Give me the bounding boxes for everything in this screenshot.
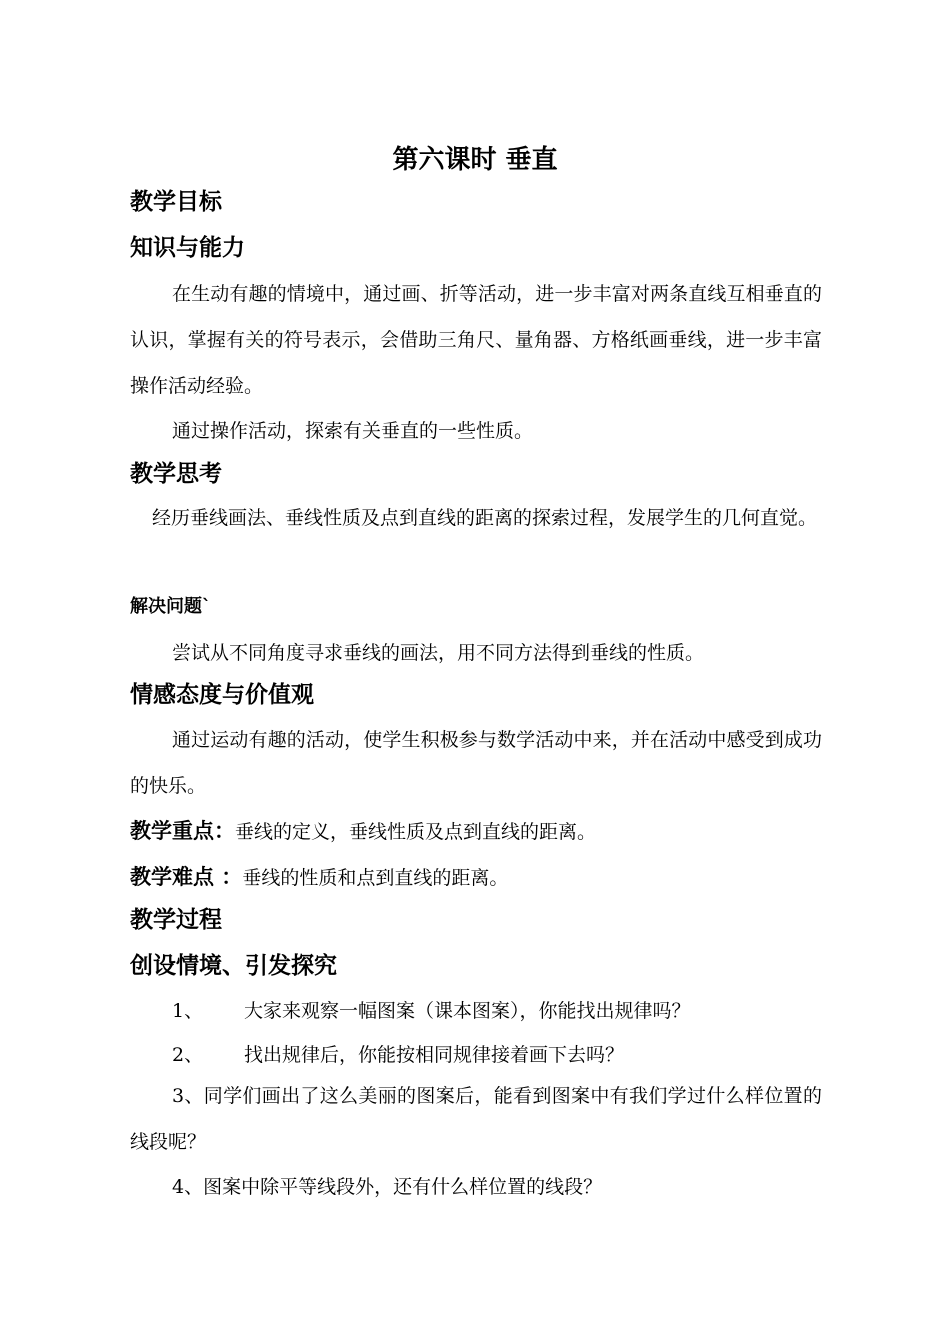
heading-scenario: 创设情境、引发探究 xyxy=(130,953,337,979)
paragraph-knowledge-2: 通过操作活动，探索有关垂直的一些性质。 xyxy=(172,420,534,442)
list-item-text: 大家来观察一幅图案（课本图案），你能找出规律吗？ xyxy=(244,1000,691,1022)
list-item-2 xyxy=(172,1038,624,1072)
list-item-1 xyxy=(172,994,691,1028)
difficulty-text: 垂线的性质和点到直线的距离。 xyxy=(242,867,509,889)
heading-attitude: 情感态度与价值观 xyxy=(130,682,314,708)
heading-objectives: 教学目标 xyxy=(130,189,222,215)
paragraph-problem: 尝试从不同角度寻求垂线的画法，用不同方法得到垂线的性质。 xyxy=(172,642,705,664)
key-point-label: 教学重点： xyxy=(130,819,235,843)
teaching-key-point xyxy=(130,814,596,850)
heading-thinking: 教学思考 xyxy=(130,461,222,487)
difficulty-label: 教学难点 ： xyxy=(130,865,243,889)
list-item-text: 找出规律后，你能按相同规律接着画下去吗？ xyxy=(244,1044,625,1066)
paragraph-thinking: 经历垂线画法、垂线性质及点到直线的距离的探索过程，发展学生的几何直觉。 xyxy=(152,507,818,529)
list-item-4 xyxy=(172,1170,602,1204)
key-point-text: 垂线的定义，垂线性质及点到直线的距离。 xyxy=(235,821,597,843)
list-item-text: 4、图案中除平等线段外，还有什么样位置的线段？ xyxy=(172,1176,603,1198)
teaching-difficulty xyxy=(130,860,508,896)
list-item-number: 1、 xyxy=(172,1000,204,1022)
paragraph-knowledge-1: 在生动有趣的情境中，通过画、折等活动，进一步丰富对两条直线互相垂直的认识，掌握有关的符号表示，会借助三角尺、量角器、方格纸画垂线，进一步丰富操作活动经验。 xyxy=(130,283,822,397)
heading-problem: 解决问题` xyxy=(130,596,211,617)
list-item-number: 2、 xyxy=(172,1044,204,1066)
heading-process: 教学过程 xyxy=(130,907,222,933)
paragraph-attitude: 通过运动有趣的活动，使学生积极参与数学活动中来，并在活动中感受到成功的快乐。 xyxy=(130,729,822,797)
list-item-3: 3、同学们画出了这么美丽的图案后，能看到图案中有我们学过什么样位置的线段呢？ xyxy=(130,1085,822,1153)
page-title: 第六课时 垂直 xyxy=(392,145,558,175)
heading-knowledge: 知识与能力 xyxy=(130,235,245,261)
